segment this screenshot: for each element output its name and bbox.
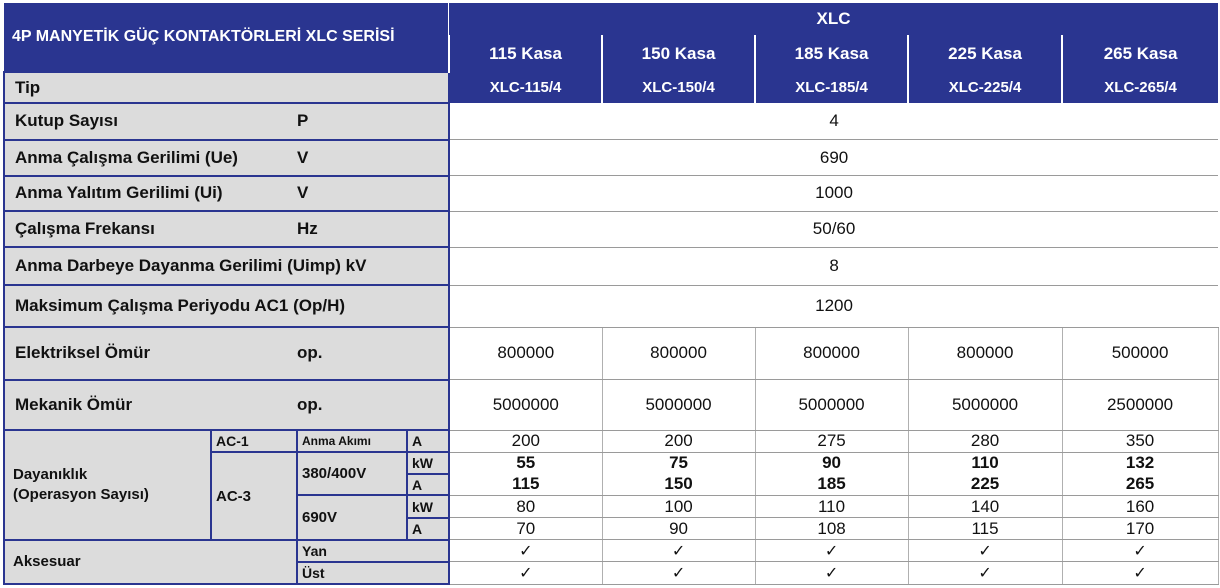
dayaniklik-label-line2: (Operasyon Sayısı) bbox=[13, 485, 149, 503]
dayaniklik-label-line1: Dayanıklık bbox=[13, 465, 88, 483]
ac1-value: 200 bbox=[602, 430, 755, 452]
row-unit: P bbox=[297, 103, 449, 140]
row-label: Anma Yalıtım Gerilimi (Ui) bbox=[4, 176, 297, 212]
v380-kw-value: 90 bbox=[755, 452, 908, 474]
row-label: Çalışma Frekansı bbox=[4, 211, 297, 247]
tip-value: XLC-185/4 bbox=[755, 72, 908, 103]
mekanik-value: 5000000 bbox=[449, 380, 602, 431]
v690-a-value: 90 bbox=[602, 518, 755, 540]
check-icon: ✓ bbox=[449, 540, 602, 562]
tip-value: XLC-225/4 bbox=[908, 72, 1062, 103]
kasa-header: 225 Kasa bbox=[908, 35, 1062, 73]
kasa-header: 265 Kasa bbox=[1062, 35, 1218, 73]
v380-kw-value: 110 bbox=[908, 452, 1062, 474]
v380-a-value: 185 bbox=[755, 474, 908, 496]
tip-value: XLC-150/4 bbox=[602, 72, 755, 103]
v690-kw-value: 80 bbox=[449, 495, 602, 517]
ac1-unit: A bbox=[407, 430, 449, 452]
elektriksel-value: 800000 bbox=[755, 327, 908, 380]
check-icon: ✓ bbox=[908, 540, 1062, 562]
v380-kw-value: 132 bbox=[1062, 452, 1218, 474]
table-title: 4P MANYETİK GÜÇ KONTAKTÖRLERİ XLC SERİSİ bbox=[4, 3, 449, 72]
elektriksel-value: 500000 bbox=[1062, 327, 1218, 380]
check-icon: ✓ bbox=[449, 562, 602, 584]
ac1-label: AC-1 bbox=[211, 430, 297, 452]
check-icon: ✓ bbox=[602, 562, 755, 584]
row-value: 1000 bbox=[449, 176, 1218, 212]
check-icon: ✓ bbox=[908, 562, 1062, 584]
v690-a-value: 108 bbox=[755, 518, 908, 540]
row-value: 690 bbox=[449, 140, 1218, 176]
mekanik-value: 5000000 bbox=[602, 380, 755, 431]
v690-a-value: 70 bbox=[449, 518, 602, 540]
tip-label: Tip bbox=[4, 72, 449, 103]
elektriksel-unit: op. bbox=[297, 327, 449, 380]
elektriksel-value: 800000 bbox=[908, 327, 1062, 380]
ac1-value: 200 bbox=[449, 430, 602, 452]
elektriksel-value: 800000 bbox=[602, 327, 755, 380]
v690-a-value: 170 bbox=[1062, 518, 1218, 540]
v380-a-unit: A bbox=[407, 474, 449, 496]
v380-kw-value: 55 bbox=[449, 452, 602, 474]
aksesuar-label: Aksesuar bbox=[4, 540, 297, 584]
v380-a-value: 225 bbox=[908, 474, 1062, 496]
check-icon: ✓ bbox=[755, 562, 908, 584]
ac1-sub-label: Anma Akımı bbox=[297, 430, 407, 452]
ac3-label: AC-3 bbox=[211, 452, 297, 539]
v380-a-value: 150 bbox=[602, 474, 755, 496]
kasa-header: 185 Kasa bbox=[755, 35, 908, 73]
row-label: Maksimum Çalışma Periyodu AC1 (Op/H) bbox=[4, 285, 449, 327]
v380-kw-value: 75 bbox=[602, 452, 755, 474]
dayaniklik-label bbox=[4, 430, 211, 539]
series-header: XLC bbox=[449, 3, 1218, 35]
elektriksel-value: 800000 bbox=[449, 327, 602, 380]
v690-kw-value: 140 bbox=[908, 495, 1062, 517]
kasa-header: 150 Kasa bbox=[602, 35, 755, 73]
row-value: 8 bbox=[449, 247, 1218, 285]
row-label: Anma Çalışma Gerilimi (Ue) bbox=[4, 140, 297, 176]
check-icon: ✓ bbox=[1062, 540, 1218, 562]
v690-kw-unit: kW bbox=[407, 495, 449, 517]
ust-label: Üst bbox=[297, 562, 449, 584]
row-value: 4 bbox=[449, 103, 1218, 140]
check-icon: ✓ bbox=[602, 540, 755, 562]
v380-a-value: 265 bbox=[1062, 474, 1218, 496]
elektriksel-label: Elektriksel Ömür bbox=[4, 327, 297, 380]
v380-a-value: 115 bbox=[449, 474, 602, 496]
v690-kw-value: 100 bbox=[602, 495, 755, 517]
row-value: 1200 bbox=[449, 285, 1218, 327]
row-label: Anma Darbeye Dayanma Gerilimi (Uimp) kV bbox=[4, 247, 449, 285]
v690-label: 690V bbox=[297, 495, 407, 539]
row-value: 50/60 bbox=[449, 211, 1218, 247]
v690-a-unit: A bbox=[407, 518, 449, 540]
row-unit: Hz bbox=[297, 211, 449, 247]
v690-kw-value: 160 bbox=[1062, 495, 1218, 517]
row-unit: V bbox=[297, 176, 449, 212]
mekanik-unit: op. bbox=[297, 380, 449, 431]
mekanik-value: 2500000 bbox=[1062, 380, 1218, 431]
v690-kw-value: 110 bbox=[755, 495, 908, 517]
spec-table bbox=[3, 3, 1219, 585]
row-label: Kutup Sayısı bbox=[4, 103, 297, 140]
row-unit: V bbox=[297, 140, 449, 176]
tip-value: XLC-115/4 bbox=[449, 72, 602, 103]
tip-value: XLC-265/4 bbox=[1062, 72, 1218, 103]
mekanik-label: Mekanik Ömür bbox=[4, 380, 297, 431]
mekanik-value: 5000000 bbox=[908, 380, 1062, 431]
v380-kw-unit: kW bbox=[407, 452, 449, 474]
ac1-value: 350 bbox=[1062, 430, 1218, 452]
ac1-value: 275 bbox=[755, 430, 908, 452]
v690-a-value: 115 bbox=[908, 518, 1062, 540]
check-icon: ✓ bbox=[755, 540, 908, 562]
yan-label: Yan bbox=[297, 540, 449, 562]
kasa-header: 115 Kasa bbox=[449, 35, 602, 73]
ac1-value: 280 bbox=[908, 430, 1062, 452]
mekanik-value: 5000000 bbox=[755, 380, 908, 431]
check-icon: ✓ bbox=[1062, 562, 1218, 584]
v380-label: 380/400V bbox=[297, 452, 407, 495]
